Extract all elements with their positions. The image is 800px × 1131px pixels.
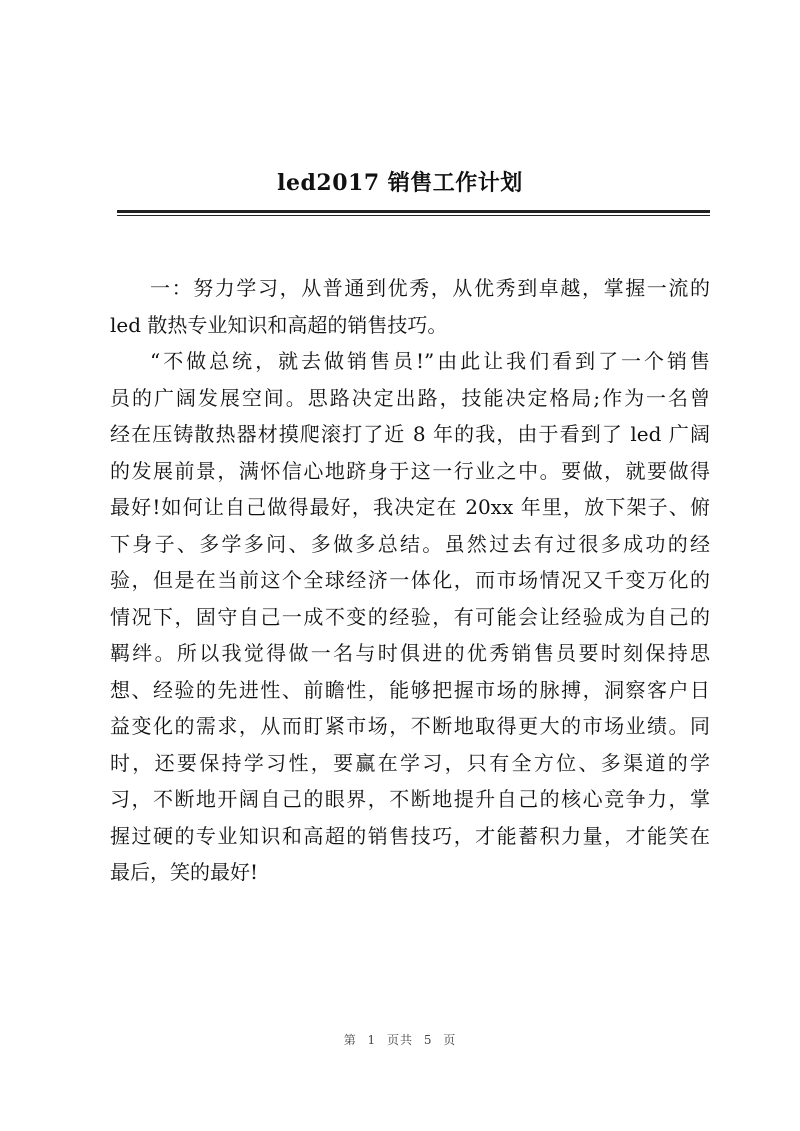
page-footer: 第 1 页共 5 页: [343, 1033, 457, 1047]
paragraph-line: 习，不断地开阔自己的眼界，不断地提升自己的核心竞争力，掌: [110, 787, 710, 811]
paragraph-1: [110, 270, 710, 343]
paragraph-line: 的发展前景，满怀信心地跻身于这一行业之中。要做，就要做得: [110, 458, 710, 483]
paragraph-line: 经在压铸散热器材摸爬滚打了近 8 年的我，由于看到了 led 广阔: [110, 422, 710, 446]
paragraph-line: 情况下，固守自己一成不变的经验，有可能会让经验成为自己的: [110, 604, 710, 629]
paragraph-line: 羁绊。所以我觉得做一名与时俱进的优秀销售员要时刻保持思: [110, 641, 710, 665]
paragraph-line: 验，但是在当前这个全球经济一体化，而市场情况又千变万化的: [110, 568, 710, 592]
paragraph-line: 下身子、多学多问、多做多总结。虽然过去有过很多成功的经: [110, 531, 710, 556]
paragraph-line: “不做总统，就去做销售员!”由此让我们看到了一个销售: [150, 349, 710, 373]
paragraph-line: 想、经验的先进性、前瞻性，能够把握市场的脉搏，洞察客户日: [110, 677, 710, 702]
paragraph-line: led 散热专业知识和高超的销售技巧。: [110, 312, 448, 337]
paragraph-line: 益变化的需求，从而盯紧市场，不断地取得更大的市场业绩。同: [110, 714, 710, 738]
paragraph-line: 握过硬的专业知识和高超的销售技巧，才能蓄积力量，才能笑在: [110, 823, 710, 848]
paragraph-2: [110, 343, 710, 891]
paragraph-line: 最好!如何让自己做得最好，我决定在 20xx 年里，放下架子、俯: [110, 495, 710, 519]
paragraph-line: 员的广阔发展空间。思路决定出路，技能决定格局;作为一名曾: [110, 385, 710, 410]
title-divider-thin: [117, 215, 710, 216]
paragraph-line: 时，还要保持学习性，要赢在学习，只有全方位、多渠道的学: [110, 750, 710, 775]
document-body: [110, 270, 710, 891]
paragraph-line: 一：努力学习，从普通到优秀，从优秀到卓越，掌握一流的: [150, 276, 710, 300]
document-title: led2017 销售工作计划: [277, 170, 523, 196]
title-divider-thick: [117, 210, 710, 213]
paragraph-line: 最后，笑的最好!: [110, 860, 259, 884]
